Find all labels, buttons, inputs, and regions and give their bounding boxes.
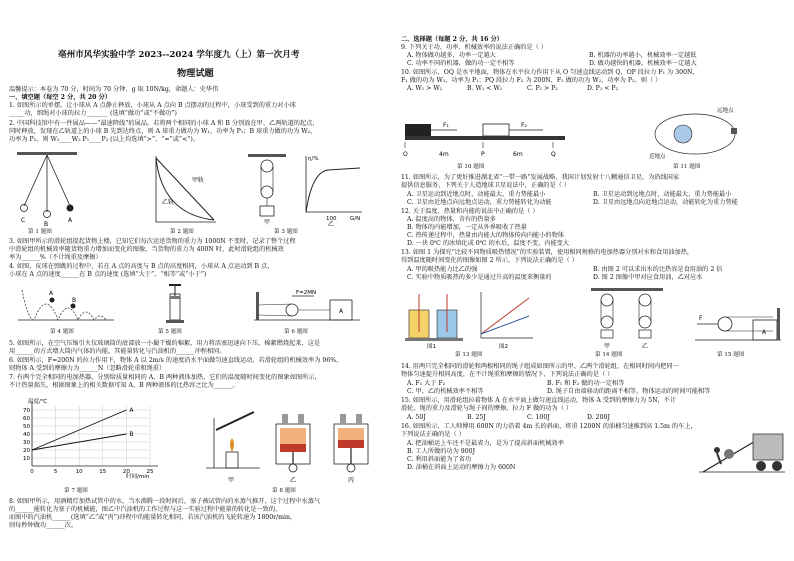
engine-bing bbox=[334, 414, 368, 472]
q3-line1: 3. 如图甲所示的滑轮组提起货物上楼，已知它们每次运送货物的重力为 1000N 不变时，记录了整个过程 bbox=[9, 238, 296, 245]
block-p bbox=[483, 124, 509, 136]
chart-xlabel: 时间/min bbox=[126, 474, 150, 480]
fig6-caption: 第 6 题图 bbox=[284, 329, 308, 335]
q9-opt-d: D. 做功越快的机器，机械效率一定越大 bbox=[589, 60, 697, 67]
x-tick-label: 20 bbox=[122, 469, 130, 475]
fig8-caption: 第 8 题图 bbox=[272, 488, 296, 494]
q2-line1: 2. 中国科技馆中有一件展品——“最速降线”的展品。若将两个相同的小球 A 和 B 分别放在甲、乙两轨道的起点， bbox=[9, 120, 319, 127]
x-tick-label: 5 bbox=[53, 469, 58, 475]
fig2-caption: 第 2 题图 bbox=[170, 229, 194, 235]
fig15-horizontal-pulley bbox=[693, 298, 783, 348]
y-tick-label: 40 bbox=[23, 432, 30, 438]
q16-opt-c: C. 利用斜面能为了省功 bbox=[407, 456, 472, 463]
fig3-efficiency-graph bbox=[298, 152, 366, 226]
x-tick-label: 0 bbox=[30, 469, 34, 475]
fig13-heating-setup bbox=[403, 288, 467, 350]
q7-line2: 不计热量损失，根据图象上的相关数据可知 A、B 两种液体的比热容之比为______。 bbox=[9, 382, 239, 389]
q6-line1: 6. 如图所示，F=200N 的拉力作用下，物体 A 以 2m/s 的速度沿水平面做匀速直线运动，若滑轮组的机械效率为 96%， bbox=[9, 357, 343, 364]
q8-line4: 则每秒钟做功______次。 bbox=[9, 522, 78, 529]
q7-line1: 7. 有两个完全相同的电加热器，分别给质量相同的 A、B 两种液体加热，它们的温度随时间变化的图象如图所示， bbox=[9, 374, 321, 381]
fig5-fire-syringe bbox=[160, 282, 190, 326]
fig15-caption: 第 15 题图 bbox=[717, 352, 745, 358]
q16-opt-b: B. 工人所做的功为 900J bbox=[407, 448, 476, 455]
fig1-caption: 第 1 题图 bbox=[28, 229, 52, 235]
orbit bbox=[655, 114, 735, 154]
q11-line2: 提供信息服务，下列关于人造地球卫星说法中，正确的是（ ） bbox=[401, 182, 571, 189]
q10-opt-b: B. W₁ < W₂ bbox=[467, 85, 503, 92]
label-c: C bbox=[21, 217, 26, 224]
q3-line2: 中滑轮组的机械效率随货物重力增加而变化的图像，当货物的重力为 400N 时，此时滑轮组的机械效 bbox=[9, 246, 284, 253]
axis-eta: η/% bbox=[308, 156, 319, 162]
q12-opt-c: C. 热传递过程中，热量由内能大的物体传向内能小的物体 bbox=[407, 232, 564, 239]
y-tick-label: 70 bbox=[23, 408, 30, 414]
moving-pulley bbox=[261, 186, 273, 198]
q5-line1: 5. 如图所示，在空气压缩引火仪玻璃筒的底部放一小撮干燥的棉絮，用力将活塞迅速向下压，棉絮燃烧起来，这是 bbox=[9, 340, 321, 347]
q2-line3: 功率为 P₂，则 W₁____W₂ P₁____P₂ (以上均选填“>”、“=”或“<”)。 bbox=[9, 136, 200, 143]
q8-line1: 8. 如图甲所示，用酒精灯加热试管中的水，当水沸腾一段时间后，塞子被试管内的水蒸气推开，这个过程中水蒸气 bbox=[9, 498, 321, 505]
oil-barrel bbox=[724, 449, 734, 459]
q15-opt-a: A. 50J bbox=[407, 414, 426, 421]
label-b-pt: B bbox=[72, 297, 77, 304]
x-tick-label: 10 bbox=[75, 469, 83, 475]
label-yi: 乙轨 bbox=[162, 199, 175, 206]
y-tick-label: 60 bbox=[23, 416, 30, 422]
q14-opt-b: B. F₁ 和 F₂ 做的功一定相等 bbox=[547, 380, 625, 387]
fixed-pulley bbox=[261, 160, 273, 172]
panel-fig2: 图2 bbox=[499, 344, 508, 350]
q10-line1: 10. 如图所示，OQ 是水平地面，物体在水平拉力作用下从 O 匀速直线运动到 Q，OP 段拉力 F₁ 为 300N， bbox=[401, 69, 699, 76]
fig3-pulley bbox=[244, 152, 290, 226]
q14-opt-a: A. F₁ 大于 F₂ bbox=[407, 380, 446, 387]
q4-line2: 小球在 A 点的速度______在 B 点的速度 (选填“大于”、“相等”或“小于”) bbox=[9, 271, 207, 278]
q6-line2: 则物体 A 受到的摩擦力为______N（忽略滑轮重和绳重） bbox=[9, 365, 166, 372]
q10-line2: F₁ 做的功为 W₁，功率为 P₁；PQ 段拉力 F₂ 为 200N，F₂ 做的功为 W₂，功率为 P₂。则（ ） bbox=[401, 77, 662, 84]
q11-opt-a: A. 卫星运动到近地点时，动能最大，重力势能最小 bbox=[407, 191, 546, 198]
label-f1: F₁ bbox=[443, 122, 449, 129]
q11-opt-d: D. 卫星由远地点向近地点运动，动能转化为重力势能 bbox=[593, 199, 738, 206]
q14-opt-d: D. 绳子自由端移动的距离不相等，物体运动的时间可能相等 bbox=[547, 388, 711, 395]
alcohol-lamp bbox=[226, 452, 238, 468]
fig8-steam-engine bbox=[200, 398, 390, 486]
q15-opt-b: B. 25J bbox=[467, 414, 486, 421]
axis-g: G/N bbox=[350, 216, 361, 222]
y-tick-label: 30 bbox=[23, 440, 30, 446]
label-f-15: F bbox=[699, 315, 703, 322]
q11-opt-c: C. 卫星由近地点向远地点运动，重力势能转化为动能 bbox=[407, 199, 552, 206]
q8-line3: 而图中的汽油机______(选填“乙”或“丙”)冲程中的能量转化相同，若该汽油机的飞轮转速为 1800r/min， bbox=[9, 514, 297, 521]
label-a: A bbox=[68, 217, 73, 224]
fig11-satellite-orbit bbox=[647, 100, 747, 162]
section2-title: 二、选择题（每题 2 分，共 16 分） bbox=[401, 36, 503, 43]
fig2-tracks bbox=[150, 152, 220, 228]
panel-yi: 乙 bbox=[328, 221, 335, 226]
q10-opt-a: A. W₁ > W₂ bbox=[407, 85, 443, 92]
pendulum-support bbox=[17, 152, 77, 155]
q14-opt-c: C. 甲、乙的机械效率不相等 bbox=[407, 388, 484, 395]
fig13-graph bbox=[475, 288, 537, 350]
q16-opt-a: A. 把油桶运上车还不是最省力，是为了提高斜面机械效率 bbox=[407, 440, 564, 447]
q11-opt-b: B. 卫星运动到远地点时，动能最大，重力势能最小 bbox=[593, 191, 732, 198]
q13-opt-d: D. 图 2 图像中甲对应食用油，乙对应水 bbox=[593, 274, 703, 281]
label-jia-14: 甲 bbox=[604, 343, 611, 350]
fig10-ground-track bbox=[403, 108, 571, 162]
fig13-caption: 第 13 题图 bbox=[455, 352, 483, 358]
q13-opt-b: B. 由图 2 可以求出水的比热容是食用油的 2 倍 bbox=[593, 266, 723, 273]
q9-opt-a: A. 物体做功越多，功率一定越大 bbox=[407, 52, 496, 59]
series-label-b: B bbox=[129, 431, 134, 438]
q10-opt-d: D. P₁ < P₂ bbox=[587, 85, 619, 92]
ball-a bbox=[67, 205, 74, 212]
line-yi bbox=[481, 316, 529, 334]
label-b: B bbox=[44, 221, 49, 228]
label-q: Q bbox=[551, 151, 556, 158]
x-tick-label: 25 bbox=[146, 469, 154, 475]
label-o: O bbox=[403, 151, 408, 158]
fig7-caption: 第 7 题图 bbox=[64, 488, 88, 494]
q12-opt-d: D. 一块 0℃ 的冰熔化成 0℃ 的水后，温度不变，内能变大 bbox=[407, 240, 570, 247]
y-tick-label: 20 bbox=[23, 448, 30, 454]
engine-yi bbox=[276, 414, 310, 472]
fig4-bouncing-ball bbox=[16, 282, 116, 326]
axis-100: 100 bbox=[326, 216, 337, 222]
q9-stem: 9. 下列关于功、功率、机械效率的说法正确的是（ ） bbox=[401, 44, 547, 51]
q13-line1: 13. 如图 1 为探究“比较不同物质吸热情况”的实验装置，使用相同规格的电加热器分别对水和食用油加热， bbox=[401, 249, 694, 256]
q3-line3: 率为______%（不计绳重及摩擦） bbox=[9, 254, 102, 261]
q4-line1: 4. 如图，皮球在弹跳的过程中，若在 A 点的高度与 B 点的高度相同，小球从 A 点运动到 B 点， bbox=[9, 263, 274, 270]
efficiency-curve bbox=[306, 168, 360, 212]
q12-stem: 12. 关于温度、热量和内能的说法中正确的是（ ） bbox=[401, 208, 539, 215]
q16-opt-d: D. 油桶在斜面上运动的摩擦力为 600N bbox=[407, 464, 516, 471]
q1-line1: 1. 如图所示的单摆，让小球从 A 点静止释放，小球从 A 点向 B 点摆动的过程中，小球受到的重力对小球 bbox=[9, 102, 296, 109]
y-tick-label: 50 bbox=[23, 424, 30, 430]
q5-line2: 用______的方式增大筒内气体的内能，其能量转化与汽油机的______冲程相同。 bbox=[9, 348, 226, 355]
x-tick-label: 15 bbox=[99, 469, 107, 475]
label-p: P bbox=[481, 151, 485, 158]
label-a-pt: A bbox=[49, 290, 54, 297]
fig3-caption: 第 3 题图 bbox=[274, 229, 298, 235]
panel-jia-8: 甲 bbox=[228, 477, 235, 484]
label-jia: 甲轨 bbox=[192, 177, 205, 184]
fig11-caption: 第 11 题图 bbox=[673, 164, 701, 170]
q15-line1: 15. 如图所示，用滑轮组拉着物体 A 在水平面上做匀速直线运动，物体 A 受到的摩擦力为 5N，不计 bbox=[401, 397, 677, 404]
q15-opt-c: C. 100J bbox=[527, 414, 550, 421]
fig1-pendulum bbox=[12, 150, 82, 230]
fig4-caption: 第 4 题图 bbox=[50, 329, 74, 335]
label-a-15: A bbox=[762, 329, 767, 336]
fig16-ramp-truck bbox=[697, 418, 787, 478]
chart-ylabel: 温度/℃ bbox=[28, 399, 48, 405]
q9-opt-c: C. 功率不同的机器，做的功一定不相等 bbox=[407, 60, 515, 67]
q13-line2: 得到温度随时间变化的图像如图 2 所示，下列说法正确的是（ ） bbox=[401, 257, 578, 264]
truck bbox=[753, 434, 783, 460]
label-4m: 4m bbox=[439, 151, 449, 158]
q12-opt-b: B. 物体的内能增加，一定从外界吸收了热量 bbox=[407, 224, 527, 231]
label-block-a: A bbox=[339, 308, 344, 315]
right-column bbox=[397, 0, 794, 561]
exam-tip: 温馨提示：本卷为 70 分，时间为 70 分钟，g 取 10N/kg，命题人：史华伟 bbox=[9, 86, 219, 93]
q12-opt-a: A. 温度高的物体，含有的热量多 bbox=[407, 216, 496, 223]
worker bbox=[714, 447, 720, 453]
label-far: 远地点 bbox=[717, 108, 734, 114]
fig5-caption: 第 5 题图 bbox=[158, 329, 182, 335]
fig7-temperature-chart bbox=[10, 396, 170, 486]
q16-line1: 16. 如图所示，工人师傅用 600N 的力沿着 4m 长的斜面，将重 1200N 的油桶匀速推到高 1.5m 的车上， bbox=[401, 423, 697, 430]
q2-line2: 同时释放，发现在乙轨道上的小球 B 先到达终点，则 A 球重力做功为 W₁，功率为 P₁；B 球重力做的功为 W₂， bbox=[9, 128, 317, 135]
panel-fig1: 图1 bbox=[427, 344, 436, 350]
y-tick-label: 10 bbox=[23, 456, 30, 462]
label-6m: 6m bbox=[513, 151, 523, 158]
label-near: 近地点 bbox=[649, 154, 666, 160]
exam-title: 亳州市风华实验中学 2023--2024 学年度九（上）第一次月考 bbox=[58, 50, 300, 60]
q10-opt-c: C. P₁ > P₂ bbox=[527, 85, 558, 92]
satellite bbox=[731, 128, 737, 134]
fig14-caption: 第 14 题图 bbox=[595, 352, 623, 358]
block-o bbox=[405, 124, 431, 136]
series-label-a: A bbox=[129, 407, 134, 414]
q8-line2: 的______能转化为塞子的机械能，图乙中汽油机的工作过程与这一实验过程中能量的转化是一致的， bbox=[9, 506, 282, 513]
line-jia bbox=[481, 298, 529, 334]
q14-line2: 物体匀速提升相同高度，在不计绳重和摩擦的情况下，下列说法正确的是（ ） bbox=[401, 371, 614, 378]
q13-opt-a: A. 甲的吸热能力比乙的强 bbox=[407, 266, 478, 273]
q15-opt-d: D. 200J bbox=[587, 414, 610, 421]
fig6-pulley-setup bbox=[252, 284, 362, 326]
earth bbox=[674, 125, 692, 143]
panel-yi-8: 乙 bbox=[290, 477, 297, 484]
section1-title: 一、填空题（每空 2 分，共 20 分） bbox=[9, 94, 111, 101]
label-f2: F₂ bbox=[521, 122, 527, 129]
label-force: F=2MN bbox=[296, 290, 317, 296]
q9-opt-b: B. 机器的功率越小，机械效率一定越低 bbox=[589, 52, 697, 59]
bounce-path bbox=[22, 290, 106, 320]
test-tube bbox=[216, 412, 254, 430]
load-box bbox=[260, 206, 274, 216]
q11-line1: 11. 如图所示，为了更好推进湖北省“一带一路”发展战略，我国计划发射十八颗通信卫星，为沿线国家 bbox=[401, 174, 680, 181]
panel-jia: 甲 bbox=[264, 219, 271, 226]
subject-title: 物理试题 bbox=[177, 68, 214, 79]
label-yi-14: 乙 bbox=[642, 343, 649, 350]
q14-line1: 14. 用两只完全相同的滑轮和两根相同的绳子组成如图所示的甲、乙两个滑轮组，在相同时间内把同一 bbox=[401, 363, 679, 370]
q1-line2: _____功，细绳对小球的拉力_______ (选填“做功”或“不做功”) bbox=[9, 110, 177, 117]
fig10-caption: 第 10 题图 bbox=[457, 164, 485, 170]
panel-bing-8: 丙 bbox=[348, 477, 355, 484]
fig14-two-pulleys bbox=[587, 286, 667, 350]
q13-opt-c: C. 实验中物质吸热的多少是通过升高的温度来衡量的 bbox=[407, 274, 552, 281]
q15-line2: 滑轮、绳的重力及滑轮与绳子间的摩擦，拉力 F 做的功为（ ） bbox=[401, 405, 573, 412]
q16-line2: 下列说法正确的是（ ） bbox=[401, 431, 465, 438]
